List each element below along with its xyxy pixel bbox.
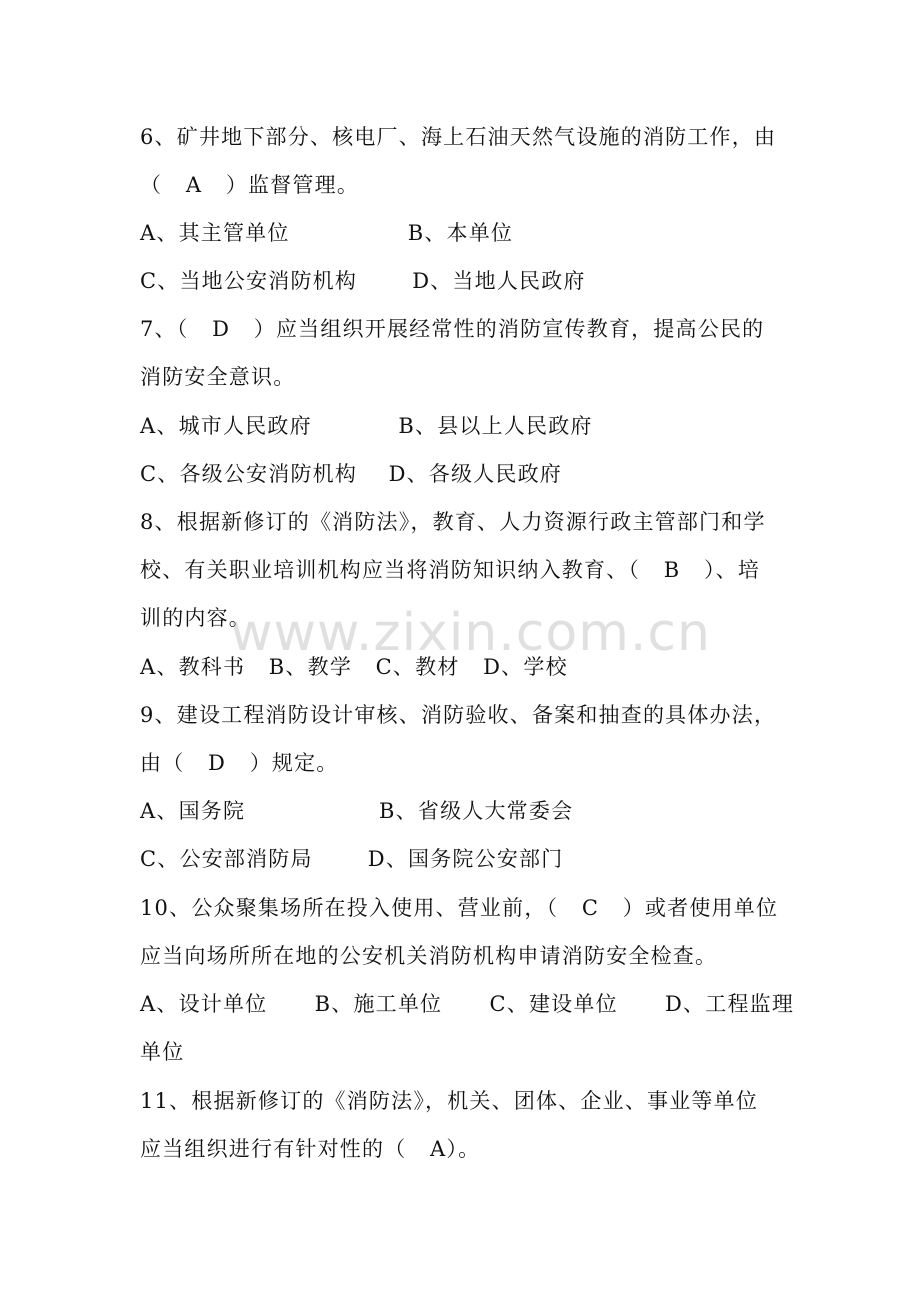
question-7-line-2: 消防安全意识。: [140, 365, 296, 389]
question-10-options-cont: 单位: [140, 1040, 185, 1064]
question-9-options-ab: A、国务院 B、省级人大常委会: [140, 799, 574, 823]
question-11-line-1: 11、根据新修订的《消防法》，机关、团体、企业、事业等单位: [140, 1089, 759, 1113]
question-9-line-1: 9、建设工程消防设计审核、消防验收、备案和抽查的具体办法，: [140, 703, 777, 727]
question-6-line-1: 6、矿井地下部分、核电厂、海上石油天然气设施的消防工作，由: [140, 125, 777, 149]
question-8-line-2: 校、有关职业培训机构应当将消防知识纳入教育、（ B ）、培: [140, 558, 761, 582]
question-8-line-1: 8、根据新修订的《消防法》，教育、人力资源行政主管部门和学: [140, 510, 766, 534]
question-9-line-2: 由（ D ）规定。: [140, 751, 339, 775]
question-7-options-cd: C、各级公安消防机构 D、各级人民政府: [140, 462, 563, 486]
watermark: www.zixin.com.cn: [230, 603, 711, 663]
question-7-options-ab: A、城市人民政府 B、县以上人民政府: [140, 414, 593, 438]
question-10-line-2: 应当向场所所在地的公安机关消防机构申请消防安全检查。: [140, 944, 718, 968]
question-10-line-1: 10、公众聚集场所在投入使用、营业前，（ C ）或者使用单位: [140, 896, 779, 920]
question-6-line-2: （ A ）监督管理。: [140, 173, 360, 197]
question-10-options: A、设计单位 B、施工单位 C、建设单位 D、工程监理: [140, 992, 795, 1016]
question-7-line-1: 7、（ D ）应当组织开展经常性的消防宣传教育，提高公民的: [140, 317, 765, 341]
question-8-line-3: 训的内容。: [140, 606, 251, 630]
question-6-options-cd: C、当地公安消防机构 D、当地人民政府: [140, 269, 586, 293]
question-8-options: A、教科书 B、教学 C、教材 D、学校: [140, 655, 568, 679]
question-6-options-ab: A、其主管单位 B、本单位: [140, 221, 514, 245]
question-11-line-2: 应当组织进行有针对性的（ A）。: [140, 1137, 481, 1161]
question-9-options-cd: C、公安部消防局 D、国务院公安部门: [140, 847, 564, 871]
